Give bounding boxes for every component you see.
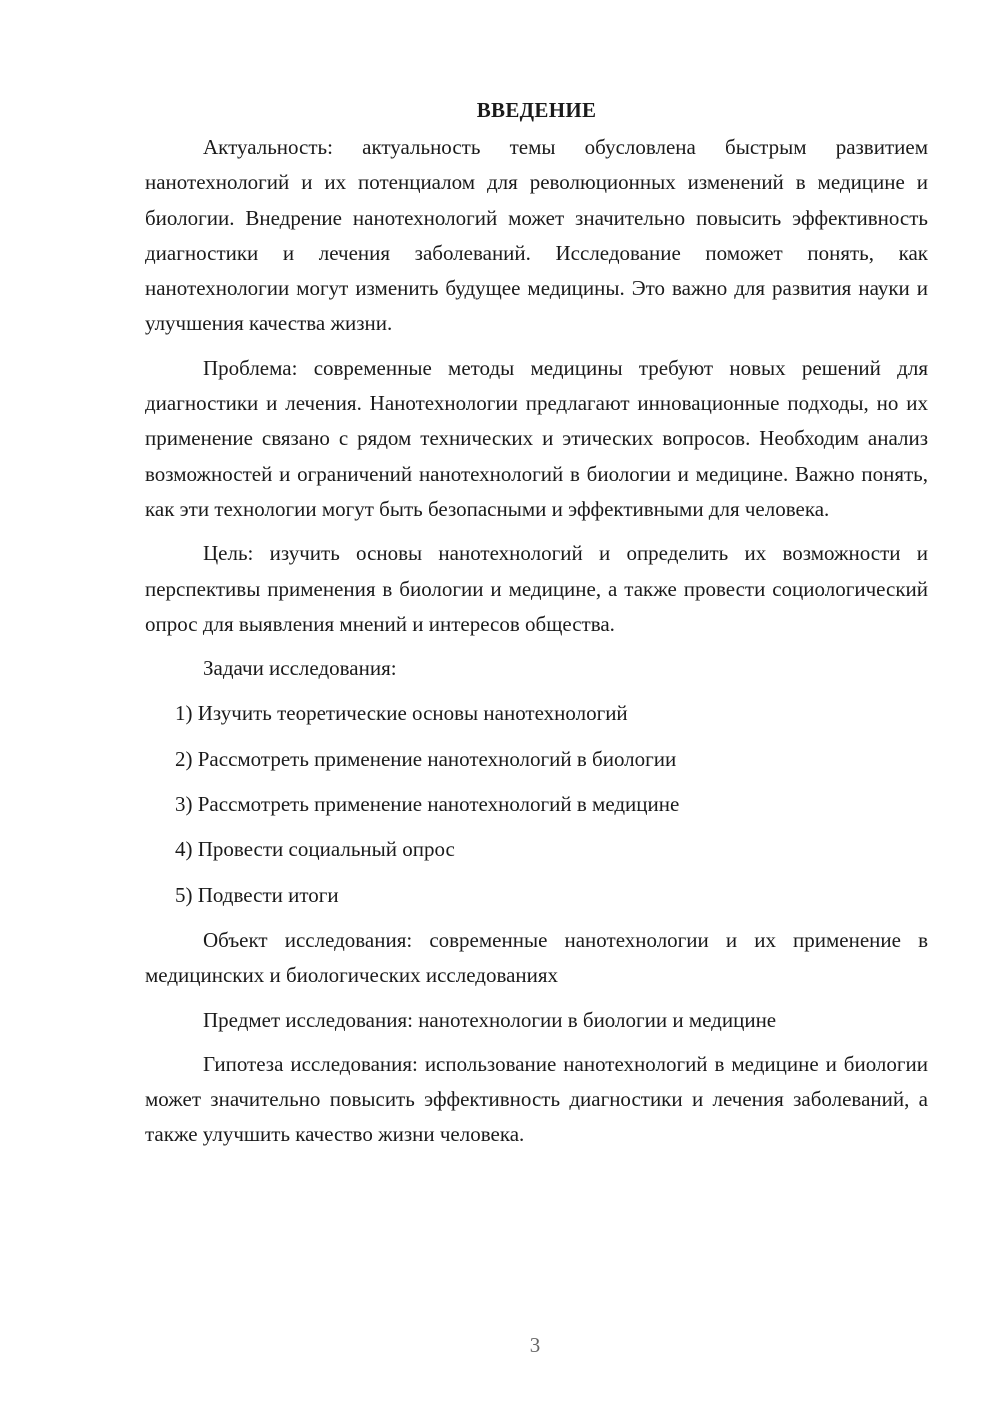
list-item: 1) Изучить теоретические основы нанотехнологий: [175, 701, 628, 726]
list-item: 4) Провести социальный опрос: [175, 837, 455, 862]
page-number: 3: [529, 1333, 541, 1357]
hypothesis-paragraph: Гипотеза исследования: использование нанотехнологий в медицине и биологии может значительно повысить эффективность диагностики и лечения заболеваний, а также улучшить качество жизни человека.: [145, 1051, 928, 1147]
goal-paragraph: Цель: изучить основы нанотехнологий и определить их возможности и перспективы применения в биологии и медицине, а также провести социологический опрос для выявления мнений и интересов общества.: [145, 541, 928, 636]
list-item: 2) Рассмотреть применение нанотехнологий в биологии: [175, 746, 677, 771]
relevance-paragraph: Актуальность: актуальность темы обусловлена быстрым развитием нанотехнологий и их потенциалом для революционных изменений в медицине и биологии. Внедрение нанотехнологий может значительно повысить эффективность диагностики и лечения заболеваний. Исследование поможет понять, как нанотехнологии могут изменить будущее медицины. Это важно для развития науки и улучшения качества жизни.: [145, 135, 928, 336]
object-paragraph: Объект исследования: современные нанотехнологии и их применение в медицинских и биологических исследованиях: [145, 927, 928, 988]
tasks-heading: Задачи исследования:: [203, 656, 397, 681]
list-item: 5) Подвести итоги: [175, 882, 339, 907]
page-title: ВВЕДЕНИЕ: [476, 98, 597, 122]
list-item: 3) Рассмотреть применение нанотехнологий в медицине: [175, 792, 680, 817]
subject-paragraph: Предмет исследования: нанотехнологии в биологии и медицине: [203, 1007, 777, 1032]
problem-paragraph: Проблема: современные методы медицины требуют новых решений для диагностики и лечения. Нанотехнологии предлагают инновационные подходы, но их применение связано с рядом технических и этических вопросов. Необходим анализ возможностей и ограничений нанотехнологий в биологии и медицине. Важно понять, как эти технологии могут быть безопасными и эффективными для человека.: [145, 355, 928, 521]
tasks-list: [145, 696, 928, 912]
document-page: [145, 92, 928, 1162]
